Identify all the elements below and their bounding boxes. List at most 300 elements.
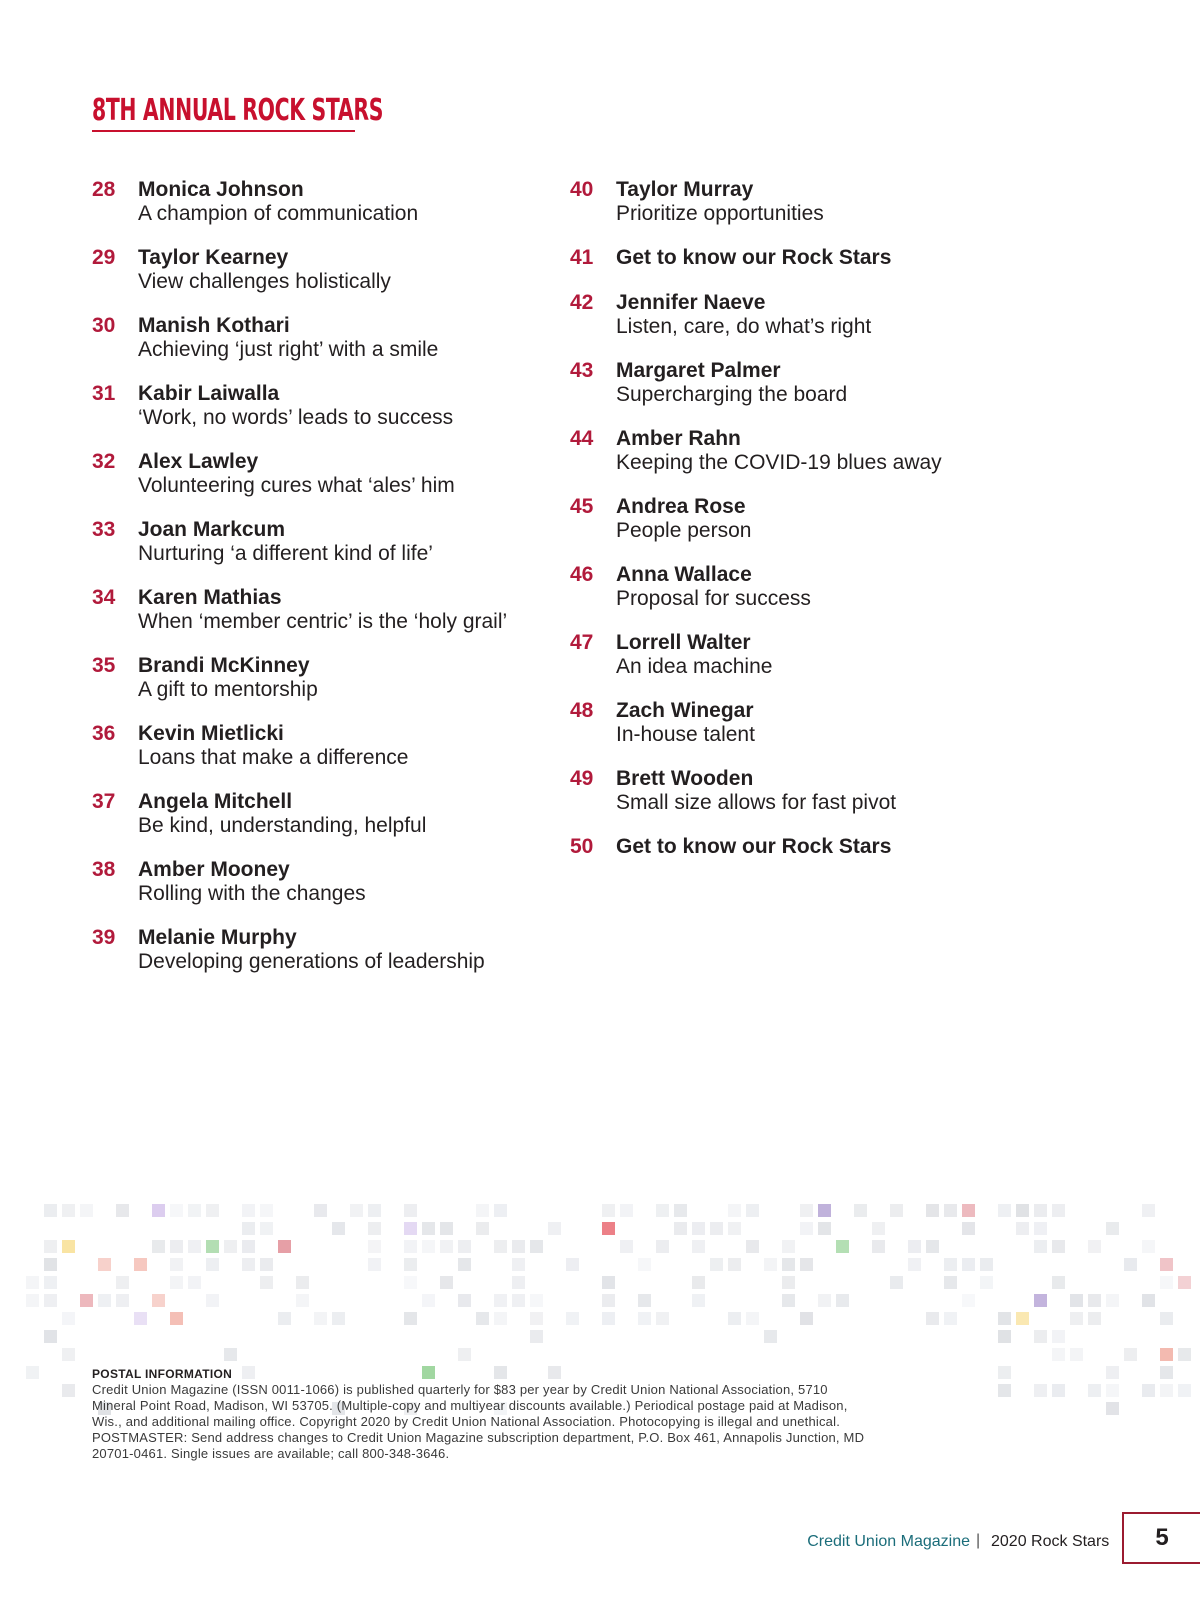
mosaic-square: [62, 1348, 75, 1361]
mosaic-square: [170, 1312, 183, 1325]
mosaic-square: [530, 1240, 543, 1253]
postal-line: Mineral Point Road, Madison, WI 53705. (Multiple-copy and multiyear discounts available.) Periodical postage paid at Madison,: [92, 1398, 848, 1413]
mosaic-square: [728, 1204, 741, 1217]
mosaic-square: [1070, 1312, 1083, 1325]
mosaic-square: [440, 1240, 453, 1253]
mosaic-square: [26, 1294, 39, 1307]
mosaic-square: [962, 1258, 975, 1271]
mosaic-square: [836, 1294, 849, 1307]
toc-page-number: 29: [92, 246, 116, 269]
section-title: 8TH ANNUAL ROCK STARS: [92, 93, 384, 128]
toc-entry[interactable]: [570, 178, 990, 246]
mosaic-square: [1178, 1276, 1191, 1289]
toc-page-number: 46: [570, 563, 594, 586]
mosaic-square: [44, 1276, 57, 1289]
toc-entry[interactable]: [570, 359, 990, 427]
mosaic-square: [638, 1258, 651, 1271]
toc-page-number: 33: [92, 518, 116, 541]
postal-information: [92, 1367, 962, 1462]
mosaic-square: [368, 1204, 381, 1217]
mosaic-square: [188, 1276, 201, 1289]
mosaic-square: [602, 1204, 615, 1217]
mosaic-square: [1016, 1204, 1029, 1217]
mosaic-square: [980, 1258, 993, 1271]
mosaic-square: [926, 1204, 939, 1217]
mosaic-square: [116, 1294, 129, 1307]
mosaic-square: [1034, 1204, 1047, 1217]
mosaic-square: [800, 1204, 813, 1217]
mosaic-square: [62, 1240, 75, 1253]
mosaic-square: [458, 1294, 471, 1307]
mosaic-square: [1088, 1294, 1101, 1307]
toc-page-number: 39: [92, 926, 116, 949]
mosaic-square: [1052, 1348, 1065, 1361]
mosaic-square: [206, 1258, 219, 1271]
mosaic-square: [944, 1258, 957, 1271]
toc-entry-name: Amber Rahn: [616, 427, 741, 450]
mosaic-square: [170, 1258, 183, 1271]
toc-entry-name: Manish Kothari: [138, 314, 290, 337]
toc-page-number: 42: [570, 291, 594, 314]
mosaic-square: [1034, 1330, 1047, 1343]
toc-entry[interactable]: [570, 835, 990, 880]
mosaic-square: [368, 1222, 381, 1235]
mosaic-square: [80, 1294, 93, 1307]
mosaic-square: [800, 1222, 813, 1235]
toc-page-number: 49: [570, 767, 594, 790]
toc-entry-subtitle: People person: [616, 519, 752, 542]
toc-entry-subtitle: Supercharging the board: [616, 383, 848, 406]
mosaic-square: [476, 1222, 489, 1235]
mosaic-square: [872, 1222, 885, 1235]
mosaic-square: [764, 1330, 777, 1343]
toc-entry-name: Jennifer Naeve: [616, 291, 766, 314]
mosaic-square: [1106, 1366, 1119, 1379]
mosaic-square: [638, 1312, 651, 1325]
toc-entry-name: Taylor Kearney: [138, 246, 289, 269]
toc-entry-name: Monica Johnson: [138, 178, 304, 201]
toc-entry-name: Zach Winegar: [616, 699, 754, 722]
mosaic-square: [44, 1240, 57, 1253]
mosaic-square: [44, 1330, 57, 1343]
mosaic-square: [890, 1204, 903, 1217]
toc-entry-subtitle: Rolling with the changes: [138, 882, 366, 905]
mosaic-square: [440, 1276, 453, 1289]
mosaic-square: [530, 1330, 543, 1343]
mosaic-square: [728, 1222, 741, 1235]
mosaic-square: [1070, 1348, 1083, 1361]
mosaic-square: [1142, 1240, 1155, 1253]
toc-entry-name: Karen Mathias: [138, 586, 282, 609]
toc-entry-subtitle: Volunteering cures what ‘ales’ him: [138, 474, 455, 497]
toc-entry[interactable]: [570, 427, 990, 495]
mosaic-square: [1088, 1312, 1101, 1325]
toc-entry-subtitle: Loans that make a difference: [138, 746, 409, 769]
mosaic-square: [1088, 1240, 1101, 1253]
mosaic-square: [296, 1276, 309, 1289]
toc-entry-subtitle: Listen, care, do what’s right: [616, 315, 872, 338]
mosaic-square: [692, 1240, 705, 1253]
toc-entry-subtitle: Prioritize opportunities: [616, 202, 824, 225]
toc-entry-name: Anna Wallace: [616, 563, 752, 586]
toc-entry[interactable]: [92, 586, 532, 654]
mosaic-square: [890, 1276, 903, 1289]
toc-entry[interactable]: [570, 699, 990, 767]
toc-entry[interactable]: [570, 246, 990, 291]
mosaic-square: [242, 1240, 255, 1253]
toc-entry-name: Amber Mooney: [138, 858, 290, 881]
toc-page-number: 31: [92, 382, 116, 405]
mosaic-square: [1088, 1384, 1101, 1397]
toc-page-number: 40: [570, 178, 594, 201]
mosaic-square: [440, 1222, 453, 1235]
mosaic-square: [422, 1240, 435, 1253]
toc-entry-subtitle: Achieving ‘just right’ with a smile: [138, 338, 439, 361]
mosaic-square: [962, 1294, 975, 1307]
mosaic-square: [1178, 1348, 1191, 1361]
toc-entry-name: Melanie Murphy: [138, 926, 297, 949]
toc-entry[interactable]: [570, 563, 990, 631]
toc-entry[interactable]: [92, 314, 532, 382]
toc-entry-name: Get to know our Rock Stars: [616, 835, 892, 858]
toc-entry-subtitle: ‘Work, no words’ leads to success: [138, 406, 454, 429]
mosaic-square: [962, 1204, 975, 1217]
mosaic-square: [782, 1294, 795, 1307]
mosaic-square: [404, 1258, 417, 1271]
mosaic-square: [746, 1240, 759, 1253]
mosaic-square: [1034, 1240, 1047, 1253]
mosaic-square: [494, 1204, 507, 1217]
toc-entry[interactable]: [92, 382, 532, 450]
mosaic-square: [512, 1276, 525, 1289]
toc-entry-name: Get to know our Rock Stars: [616, 246, 892, 269]
mosaic-square: [62, 1204, 75, 1217]
mosaic-square: [692, 1276, 705, 1289]
toc-entry-name: Brandi McKinney: [138, 654, 310, 677]
toc-entry[interactable]: [92, 790, 532, 858]
mosaic-square: [314, 1312, 327, 1325]
mosaic-square: [836, 1240, 849, 1253]
mosaic-square: [872, 1240, 885, 1253]
mosaic-square: [476, 1204, 489, 1217]
toc-entry[interactable]: [92, 246, 532, 314]
toc-entry[interactable]: [92, 518, 532, 586]
mosaic-square: [494, 1312, 507, 1325]
mosaic-square: [1160, 1258, 1173, 1271]
mosaic-square: [98, 1294, 111, 1307]
postal-line: Wis., and additional mailing office. Copyright 2020 by Credit Union National Association. Photocopying is illegal and unethical.: [92, 1414, 841, 1429]
toc-page-number: 37: [92, 790, 116, 813]
mosaic-square: [98, 1258, 111, 1271]
mosaic-square: [674, 1222, 687, 1235]
mosaic-square: [188, 1204, 201, 1217]
section-title-underline: [92, 130, 355, 132]
mosaic-square: [404, 1240, 417, 1253]
mosaic-square: [512, 1258, 525, 1271]
toc-entry[interactable]: [570, 291, 990, 359]
footer-magazine-name: Credit Union Magazine: [807, 1533, 970, 1550]
mosaic-square: [782, 1258, 795, 1271]
mosaic-square: [818, 1294, 831, 1307]
mosaic-square: [998, 1330, 1011, 1343]
toc-page-number: 41: [570, 246, 594, 269]
mosaic-square: [44, 1258, 57, 1271]
mosaic-square: [908, 1258, 921, 1271]
mosaic-square: [674, 1204, 687, 1217]
mosaic-square: [530, 1294, 543, 1307]
mosaic-square: [206, 1240, 219, 1253]
mosaic-square: [944, 1276, 957, 1289]
mosaic-square: [494, 1294, 507, 1307]
toc-entry-name: Andrea Rose: [616, 495, 746, 518]
footer-issue-name: 2020 Rock Stars: [991, 1533, 1110, 1550]
postal-line: 20701-0461. Single issues are available; call 800-348-3646.: [92, 1446, 450, 1461]
postal-line: POSTMASTER: Send address changes to Credit Union Magazine subscription department, P.O. Box 461, Annapolis Junction, MD: [92, 1430, 865, 1445]
mosaic-square: [242, 1222, 255, 1235]
mosaic-square: [944, 1204, 957, 1217]
mosaic-square: [134, 1258, 147, 1271]
mosaic-square: [296, 1294, 309, 1307]
toc-entry[interactable]: [570, 767, 990, 835]
mosaic-square: [62, 1312, 75, 1325]
mosaic-square: [746, 1204, 759, 1217]
mosaic-square: [656, 1312, 669, 1325]
mosaic-square: [1052, 1276, 1065, 1289]
toc-page-number: 47: [570, 631, 594, 654]
mosaic-square: [404, 1312, 417, 1325]
toc-column-right: [570, 178, 990, 880]
mosaic-square: [26, 1276, 39, 1289]
mosaic-square: [800, 1312, 813, 1325]
mosaic-square: [998, 1366, 1011, 1379]
mosaic-square: [548, 1222, 561, 1235]
toc-page-number: 38: [92, 858, 116, 881]
mosaic-square: [260, 1276, 273, 1289]
mosaic-square: [512, 1294, 525, 1307]
mosaic-square: [80, 1204, 93, 1217]
toc-entry-name: Brett Wooden: [616, 767, 754, 790]
toc-page-number: 48: [570, 699, 594, 722]
toc-entry[interactable]: [92, 450, 532, 518]
mosaic-square: [1034, 1222, 1047, 1235]
toc-entry-name: Margaret Palmer: [616, 359, 781, 382]
toc-entry[interactable]: [570, 495, 990, 563]
toc-entry[interactable]: [92, 178, 532, 246]
mosaic-square: [1160, 1348, 1173, 1361]
mosaic-square: [710, 1222, 723, 1235]
mosaic-square: [494, 1240, 507, 1253]
toc-entry-subtitle: Proposal for success: [616, 587, 811, 610]
toc-entry-subtitle: Keeping the COVID-19 blues away: [616, 451, 942, 474]
toc-entry-name: Kabir Laiwalla: [138, 382, 280, 405]
mosaic-square: [62, 1384, 75, 1397]
mosaic-square: [638, 1294, 651, 1307]
toc-page-number: 30: [92, 314, 116, 337]
mosaic-square: [332, 1312, 345, 1325]
mosaic-square: [620, 1240, 633, 1253]
mosaic-square: [170, 1276, 183, 1289]
mosaic-square: [1142, 1204, 1155, 1217]
mosaic-square: [278, 1240, 291, 1253]
mosaic-square: [656, 1240, 669, 1253]
mosaic-square: [116, 1276, 129, 1289]
toc-entry[interactable]: [92, 926, 532, 994]
mosaic-square: [980, 1276, 993, 1289]
mosaic-square: [1034, 1384, 1047, 1397]
mosaic-square: [170, 1240, 183, 1253]
mosaic-square: [1052, 1384, 1065, 1397]
mosaic-square: [908, 1240, 921, 1253]
mosaic-square: [1160, 1384, 1173, 1397]
mosaic-square: [566, 1258, 579, 1271]
mosaic-square: [188, 1240, 201, 1253]
toc-entry-subtitle: View challenges holistically: [138, 270, 391, 293]
toc-page-number: 43: [570, 359, 594, 382]
mosaic-square: [1070, 1294, 1083, 1307]
toc-entry-name: Lorrell Walter: [616, 631, 751, 654]
postal-title: POSTAL INFORMATION: [92, 1367, 233, 1381]
mosaic-square: [278, 1312, 291, 1325]
mosaic-square: [602, 1222, 615, 1235]
mosaic-square: [710, 1258, 723, 1271]
mosaic-square: [1160, 1312, 1173, 1325]
mosaic-square: [404, 1276, 417, 1289]
mosaic-square: [1124, 1258, 1137, 1271]
mosaic-square: [224, 1348, 237, 1361]
toc-entry-name: Kevin Mietlicki: [138, 722, 284, 745]
mosaic-square: [224, 1240, 237, 1253]
mosaic-square: [602, 1312, 615, 1325]
mosaic-square: [512, 1240, 525, 1253]
mosaic-square: [800, 1258, 813, 1271]
toc-entry-name: Taylor Murray: [616, 178, 754, 201]
toc-entry-subtitle: In-house talent: [616, 723, 755, 746]
mosaic-square: [692, 1222, 705, 1235]
mosaic-square: [26, 1366, 39, 1379]
mosaic-square: [1016, 1222, 1029, 1235]
toc-entry-subtitle: A gift to mentorship: [138, 678, 318, 701]
mosaic-square: [476, 1312, 489, 1325]
toc-page-number: 35: [92, 654, 116, 677]
mosaic-square: [962, 1222, 975, 1235]
mosaic-square: [566, 1312, 579, 1325]
mosaic-square: [926, 1312, 939, 1325]
mosaic-square: [998, 1204, 1011, 1217]
mosaic-square: [746, 1312, 759, 1325]
mosaic-square: [206, 1204, 219, 1217]
toc-entry[interactable]: [92, 722, 532, 790]
postal-line: Credit Union Magazine (ISSN 0011-1066) is published quarterly for $83 per year by Credit Union National Association, 5710: [92, 1382, 828, 1397]
mosaic-square: [332, 1222, 345, 1235]
toc-entry-subtitle: Developing generations of leadership: [138, 950, 485, 973]
toc-page-number: 44: [570, 427, 594, 450]
toc-column-left: [92, 178, 532, 994]
mosaic-square: [1106, 1294, 1119, 1307]
toc-page-number: 28: [92, 178, 116, 201]
mosaic-square: [242, 1204, 255, 1217]
mosaic-square: [782, 1240, 795, 1253]
mosaic-square: [1052, 1204, 1065, 1217]
mosaic-square: [620, 1204, 633, 1217]
toc-entry-subtitle: When ‘member centric’ is the ‘holy grail’: [138, 610, 508, 633]
toc-entry-subtitle: Nurturing ‘a different kind of life’: [138, 542, 433, 565]
mosaic-square: [1124, 1348, 1137, 1361]
mosaic-square: [206, 1294, 219, 1307]
mosaic-square: [1016, 1312, 1029, 1325]
mosaic-square: [422, 1222, 435, 1235]
toc-page-number: 34: [92, 586, 116, 609]
mosaic-square: [818, 1204, 831, 1217]
mosaic-square: [260, 1222, 273, 1235]
mosaic-square: [458, 1240, 471, 1253]
toc-page-number: 50: [570, 835, 594, 858]
mosaic-square: [1052, 1240, 1065, 1253]
mosaic-square: [1106, 1384, 1119, 1397]
mosaic-square: [530, 1312, 543, 1325]
footer-separator: |: [976, 1532, 981, 1549]
mosaic-square: [1106, 1222, 1119, 1235]
mosaic-square: [926, 1240, 939, 1253]
mosaic-square: [404, 1222, 417, 1235]
toc-entry[interactable]: [570, 631, 990, 699]
toc-entry[interactable]: [92, 858, 532, 926]
mosaic-square: [152, 1204, 165, 1217]
toc-entry[interactable]: [92, 654, 532, 722]
mosaic-square: [1106, 1402, 1119, 1415]
mosaic-square: [1160, 1276, 1173, 1289]
mosaic-square: [242, 1258, 255, 1271]
mosaic-square: [368, 1240, 381, 1253]
mosaic-square: [1052, 1330, 1065, 1343]
mosaic-square: [602, 1294, 615, 1307]
toc-entry-subtitle: Small size allows for fast pivot: [616, 791, 897, 814]
mosaic-square: [116, 1204, 129, 1217]
mosaic-square: [260, 1258, 273, 1271]
mosaic-square: [944, 1312, 957, 1325]
mosaic-square: [1178, 1384, 1191, 1397]
mosaic-square: [692, 1294, 705, 1307]
toc-entry-name: Alex Lawley: [138, 450, 259, 473]
mosaic-square: [854, 1204, 867, 1217]
toc-entry-subtitle: A champion of communication: [138, 202, 419, 225]
mosaic-square: [260, 1204, 273, 1217]
mosaic-square: [458, 1348, 471, 1361]
mosaic-square: [404, 1204, 417, 1217]
mosaic-square: [314, 1204, 327, 1217]
mosaic-square: [764, 1258, 777, 1271]
mosaic-square: [422, 1294, 435, 1307]
mosaic-square: [1160, 1366, 1173, 1379]
toc-page-number: 36: [92, 722, 116, 745]
postal-body: [92, 1382, 962, 1462]
toc-entry-name: Angela Mitchell: [138, 790, 293, 813]
mosaic-square: [1142, 1384, 1155, 1397]
mosaic-square: [818, 1222, 831, 1235]
mosaic-square: [458, 1258, 471, 1271]
mosaic-square: [656, 1204, 669, 1217]
toc-page-number: 32: [92, 450, 116, 473]
mosaic-square: [1034, 1294, 1047, 1307]
mosaic-square: [602, 1276, 615, 1289]
toc-entry-subtitle: Be kind, understanding, helpful: [138, 814, 427, 837]
toc-entry-name: Joan Markcum: [138, 518, 286, 541]
mosaic-square: [998, 1312, 1011, 1325]
mosaic-square: [998, 1384, 1011, 1397]
mosaic-square: [170, 1204, 183, 1217]
mosaic-square: [782, 1276, 795, 1289]
mosaic-square: [152, 1240, 165, 1253]
mosaic-square: [728, 1258, 741, 1271]
